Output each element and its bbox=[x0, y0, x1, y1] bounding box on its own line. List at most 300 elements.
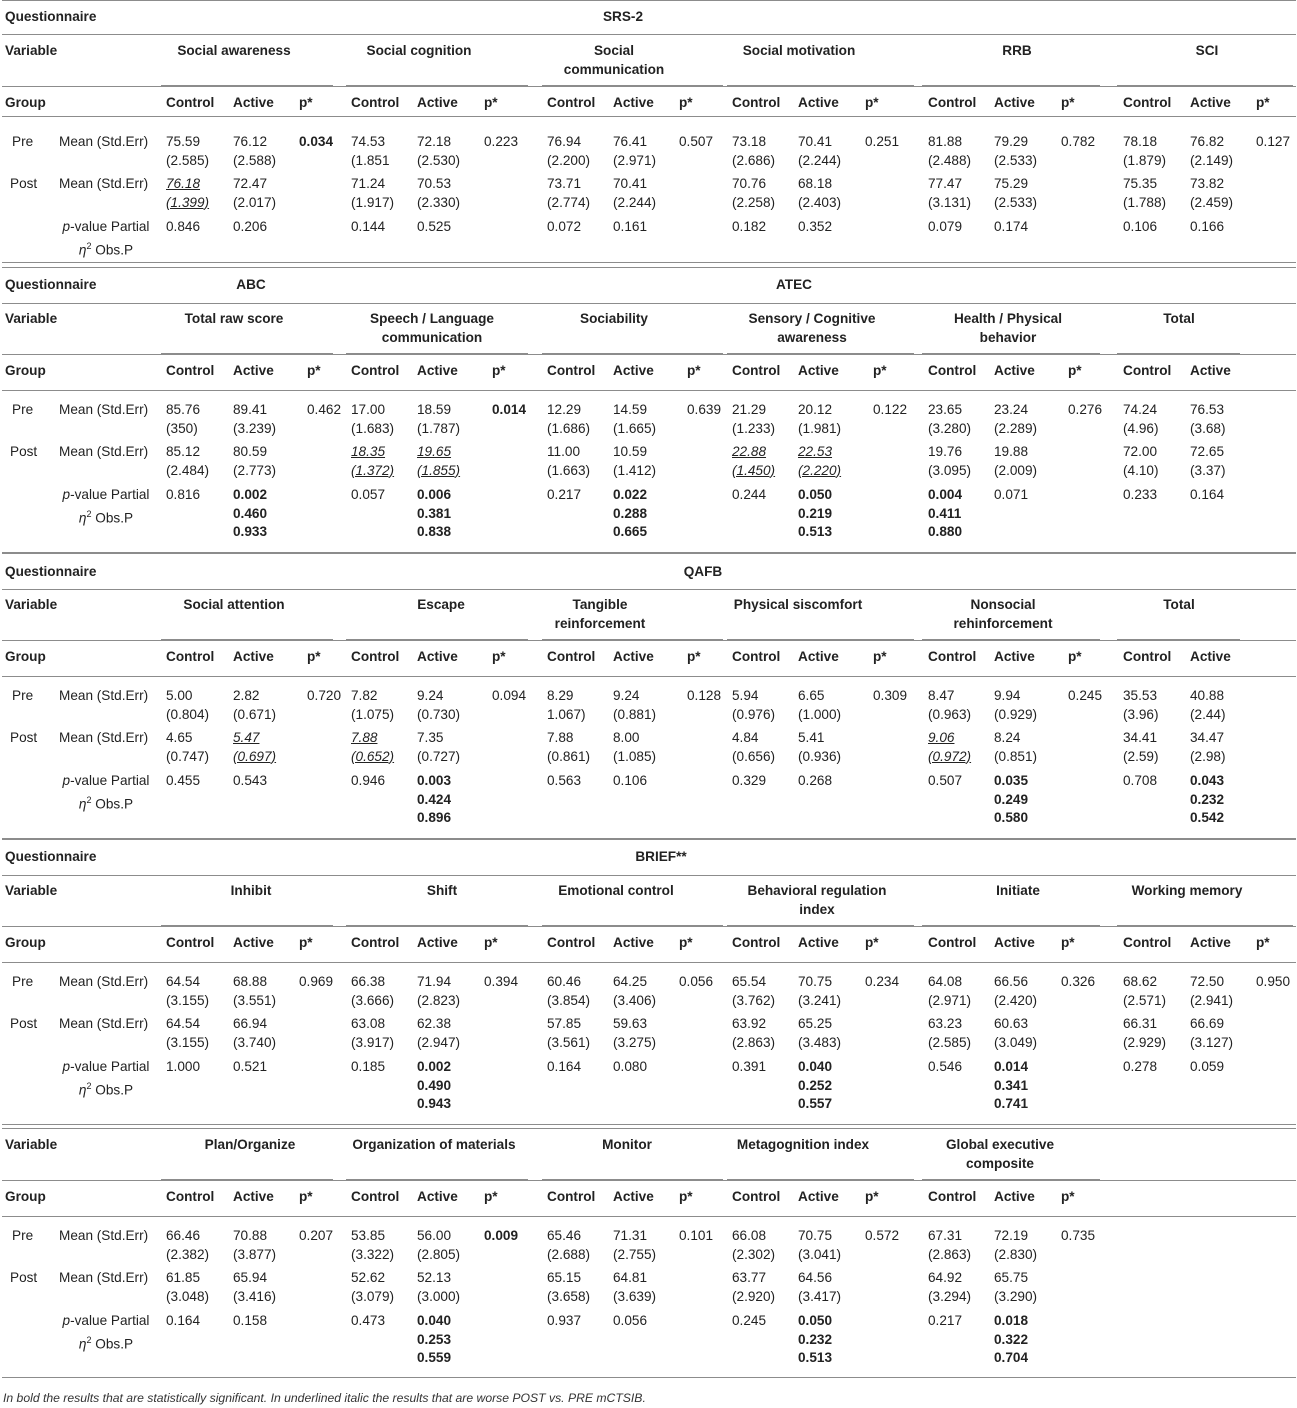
group-p: p* bbox=[679, 935, 693, 950]
row-label-mean: Mean (Std.Err) bbox=[59, 134, 149, 149]
column-title: Behavioral regulation index bbox=[747, 883, 887, 917]
group-p: p* bbox=[299, 935, 313, 950]
pre-active: 18.59 (1.787) bbox=[417, 402, 461, 436]
pvalue-active: 0.352 bbox=[798, 219, 833, 234]
table-rule bbox=[2, 354, 1296, 355]
pvalue-control: 1.000 bbox=[166, 1059, 201, 1074]
table-rule bbox=[2, 1124, 1296, 1125]
table-rule bbox=[161, 925, 333, 926]
post-control: 64.54 (3.155) bbox=[166, 1016, 210, 1050]
post-active: 60.63 (3.049) bbox=[994, 1016, 1038, 1050]
pre-control: 78.18 (1.879) bbox=[1123, 134, 1167, 168]
group-p: p* bbox=[484, 935, 498, 950]
post-active: 70.41 (2.244) bbox=[613, 176, 657, 210]
group-control: Control bbox=[166, 363, 215, 378]
post-control: 57.85 (3.561) bbox=[547, 1016, 591, 1050]
pre-control: 23.65 (3.280) bbox=[928, 402, 972, 436]
group-p: p* bbox=[1256, 935, 1270, 950]
pvalue-control: 0.144 bbox=[351, 219, 386, 234]
post-active: 34.47 (2.98) bbox=[1190, 730, 1226, 764]
pre-control: 65.46 (2.688) bbox=[547, 1228, 591, 1262]
group-control: Control bbox=[547, 363, 596, 378]
group-control: Control bbox=[732, 649, 781, 664]
row-label-pre: Pre bbox=[12, 402, 34, 417]
pre-control: 64.54 (3.155) bbox=[166, 974, 210, 1008]
table-rule bbox=[2, 116, 1296, 117]
table-rule bbox=[2, 34, 1296, 35]
column-title: Inhibit bbox=[230, 883, 272, 898]
post-control: 22.88 (1.450) bbox=[732, 444, 776, 478]
questionnaire-label: Questionnaire bbox=[5, 849, 97, 864]
pre-p: 0.309 bbox=[873, 688, 908, 703]
variable-label: Variable bbox=[5, 1137, 58, 1152]
column-title: RRB bbox=[1002, 43, 1032, 58]
group-p: p* bbox=[484, 1189, 498, 1204]
row-label-mean: Mean (Std.Err) bbox=[59, 730, 149, 745]
group-active: Active bbox=[1190, 95, 1231, 110]
group-control: Control bbox=[351, 1189, 400, 1204]
group-control: Control bbox=[928, 649, 977, 664]
group-p: p* bbox=[299, 95, 313, 110]
table-rule bbox=[2, 676, 1296, 677]
group-p: p* bbox=[865, 935, 879, 950]
table-rule bbox=[2, 1216, 1296, 1217]
group-active: Active bbox=[233, 649, 274, 664]
row-label-post: Post bbox=[10, 730, 38, 745]
table-rule bbox=[1117, 925, 1293, 926]
group-label: Group bbox=[5, 363, 46, 378]
table-rule bbox=[542, 353, 723, 354]
table-rule bbox=[161, 1179, 333, 1180]
group-active: Active bbox=[994, 363, 1035, 378]
pvalue-control: 0.507 bbox=[928, 773, 963, 788]
column-title: Physical siscomfort bbox=[733, 597, 863, 612]
pvalue-control: 0.278 bbox=[1123, 1059, 1158, 1074]
post-active: 72.47 (2.017) bbox=[233, 176, 277, 210]
table-rule bbox=[2, 390, 1296, 391]
group-label: Group bbox=[5, 1189, 46, 1204]
group-active: Active bbox=[1190, 935, 1231, 950]
footnote: In bold the results that are statistically significant. In underlined italic the results that are worse POST vs. PRE mCTSIB. bbox=[3, 1391, 646, 1405]
pre-active: 72.18 (2.530) bbox=[417, 134, 461, 168]
pre-active: 68.88 (3.551) bbox=[233, 974, 277, 1008]
group-active: Active bbox=[798, 935, 839, 950]
pre-p: 0.056 bbox=[679, 974, 714, 989]
pre-active: 20.12 (1.981) bbox=[798, 402, 842, 436]
pre-p: 0.462 bbox=[307, 402, 342, 417]
pre-control: 12.29 (1.686) bbox=[547, 402, 591, 436]
pre-control: 68.62 (2.571) bbox=[1123, 974, 1167, 1008]
pre-active: 66.56 (2.420) bbox=[994, 974, 1038, 1008]
table-rule bbox=[922, 1179, 1100, 1180]
row-label-post: Post bbox=[10, 176, 38, 191]
table-rule bbox=[2, 875, 1296, 876]
column-title: Social communication bbox=[563, 43, 665, 77]
effect-label: $\eta^2$ Obs.P bbox=[78, 508, 134, 526]
row-label-pre: Pre bbox=[12, 688, 34, 703]
post-control: 65.15 (3.658) bbox=[547, 1270, 591, 1304]
table-rule bbox=[346, 85, 528, 86]
pvalue-control: 0.106 bbox=[1123, 219, 1158, 234]
group-p: p* bbox=[687, 649, 701, 664]
group-control: Control bbox=[166, 935, 215, 950]
table-rule bbox=[727, 353, 914, 354]
pvalue-label: p-value Partial bbox=[62, 773, 150, 788]
pre-control: 21.29 (1.233) bbox=[732, 402, 776, 436]
table-rule bbox=[2, 553, 1296, 554]
pre-control: 65.54 (3.762) bbox=[732, 974, 776, 1008]
pvalue-active: 0.174 bbox=[994, 219, 1029, 234]
group-control: Control bbox=[351, 649, 400, 664]
effect-label: $\eta^2$ Obs.P bbox=[78, 240, 134, 258]
post-active: 68.18 (2.403) bbox=[798, 176, 842, 210]
pvalue-control: 0.164 bbox=[166, 1313, 201, 1328]
group-active: Active bbox=[613, 1189, 654, 1204]
post-active: 7.35 (0.727) bbox=[417, 730, 461, 764]
group-active: Active bbox=[613, 935, 654, 950]
pre-p: 0.234 bbox=[865, 974, 900, 989]
row-label-mean: Mean (Std.Err) bbox=[59, 176, 149, 191]
pvalue-active: 0.164 bbox=[1190, 487, 1225, 502]
pvalue-active: 0.022 0.288 0.665 bbox=[613, 487, 648, 539]
pre-p: 0.251 bbox=[865, 134, 900, 149]
table-rule bbox=[346, 353, 528, 354]
table-rule bbox=[346, 639, 528, 640]
pvalue-control: 0.546 bbox=[928, 1059, 963, 1074]
post-control: 61.85 (3.048) bbox=[166, 1270, 210, 1304]
column-title: Initiate bbox=[996, 883, 1040, 898]
pre-active: 56.00 (2.805) bbox=[417, 1228, 461, 1262]
group-p: p* bbox=[1061, 95, 1075, 110]
pvalue-control: 0.329 bbox=[732, 773, 767, 788]
group-p: p* bbox=[1061, 1189, 1075, 1204]
pvalue-active: 0.018 0.322 0.704 bbox=[994, 1313, 1029, 1365]
group-active: Active bbox=[417, 363, 458, 378]
group-control: Control bbox=[928, 1189, 977, 1204]
group-active: Active bbox=[1190, 363, 1231, 378]
group-p: p* bbox=[1068, 363, 1082, 378]
pre-control: 66.46 (2.382) bbox=[166, 1228, 210, 1262]
group-p: p* bbox=[687, 363, 701, 378]
table-rule bbox=[2, 1128, 1296, 1129]
column-title: Working memory bbox=[1131, 883, 1243, 898]
post-control: 75.35 (1.788) bbox=[1123, 176, 1167, 210]
pre-p: 0.572 bbox=[865, 1228, 900, 1243]
post-active: 66.69 (3.127) bbox=[1190, 1016, 1234, 1050]
group-active: Active bbox=[417, 1189, 458, 1204]
pre-p: 0.128 bbox=[687, 688, 722, 703]
pre-active: 76.12 (2.588) bbox=[233, 134, 277, 168]
column-title: Plan/Organize bbox=[204, 1137, 296, 1152]
pre-p: 0.782 bbox=[1061, 134, 1096, 149]
post-control: 52.62 (3.079) bbox=[351, 1270, 395, 1304]
group-p: p* bbox=[484, 95, 498, 110]
pre-control: 53.85 (3.322) bbox=[351, 1228, 395, 1262]
pvalue-control: 0.937 bbox=[547, 1313, 582, 1328]
pvalue-active: 0.006 0.381 0.838 bbox=[417, 487, 452, 539]
row-label-mean: Mean (Std.Err) bbox=[59, 402, 149, 417]
group-control: Control bbox=[547, 1189, 596, 1204]
group-control: Control bbox=[928, 363, 977, 378]
pre-control: 60.46 (3.854) bbox=[547, 974, 591, 1008]
group-p: p* bbox=[679, 1189, 693, 1204]
row-label-post: Post bbox=[10, 1016, 38, 1031]
group-control: Control bbox=[166, 649, 215, 664]
pre-active: 79.29 (2.533) bbox=[994, 134, 1038, 168]
group-active: Active bbox=[1190, 649, 1231, 664]
pvalue-active: 0.268 bbox=[798, 773, 833, 788]
effect-label: $\eta^2$ Obs.P bbox=[78, 794, 134, 812]
table-rule bbox=[161, 85, 333, 86]
table-rule bbox=[161, 353, 333, 354]
table-rule bbox=[542, 925, 723, 926]
group-p: p* bbox=[492, 363, 506, 378]
post-control: 4.84 (0.656) bbox=[732, 730, 776, 764]
group-active: Active bbox=[798, 95, 839, 110]
table-rule bbox=[727, 85, 914, 86]
questionnaire-title: SRS-2 bbox=[602, 9, 644, 24]
row-label-pre: Pre bbox=[12, 974, 34, 989]
column-title: SCI bbox=[1195, 43, 1219, 58]
pvalue-active: 0.002 0.460 0.933 bbox=[233, 487, 268, 539]
pre-active: 70.75 (3.041) bbox=[798, 1228, 842, 1262]
table-rule bbox=[1117, 85, 1293, 86]
post-control: 18.35 (1.372) bbox=[351, 444, 395, 478]
post-control: 7.88 (0.861) bbox=[547, 730, 591, 764]
group-p: p* bbox=[1256, 95, 1270, 110]
pvalue-active: 0.080 bbox=[613, 1059, 648, 1074]
pvalue-active: 0.050 0.219 0.513 bbox=[798, 487, 833, 539]
pvalue-active: 0.158 bbox=[233, 1313, 268, 1328]
group-label: Group bbox=[5, 649, 46, 664]
pvalue-control: 0.057 bbox=[351, 487, 386, 502]
group-control: Control bbox=[1123, 363, 1172, 378]
pre-control: 66.38 (3.666) bbox=[351, 974, 395, 1008]
questionnaire-title: ABC bbox=[236, 277, 266, 292]
row-label-pre: Pre bbox=[12, 134, 34, 149]
table-rule bbox=[542, 1179, 723, 1180]
pre-active: 70.88 (3.877) bbox=[233, 1228, 277, 1262]
post-active: 64.56 (3.417) bbox=[798, 1270, 842, 1304]
pvalue-active: 0.002 0.490 0.943 bbox=[417, 1059, 452, 1111]
table-rule bbox=[2, 1180, 1296, 1181]
group-active: Active bbox=[417, 95, 458, 110]
pre-p: 0.014 bbox=[492, 402, 527, 417]
group-control: Control bbox=[547, 649, 596, 664]
group-control: Control bbox=[166, 1189, 215, 1204]
table-rule bbox=[346, 1179, 528, 1180]
pre-control: 35.53 (3.96) bbox=[1123, 688, 1159, 722]
column-title: Nonsocial rehinforcement bbox=[953, 597, 1053, 631]
pvalue-active: 0.166 bbox=[1190, 219, 1225, 234]
pre-control: 7.82 (1.075) bbox=[351, 688, 395, 722]
pre-active: 23.24 (2.289) bbox=[994, 402, 1038, 436]
pre-control: 8.29 1.067) bbox=[547, 688, 586, 722]
pre-active: 64.25 (3.406) bbox=[613, 974, 657, 1008]
group-control: Control bbox=[1123, 95, 1172, 110]
pre-control: 5.94 (0.976) bbox=[732, 688, 776, 722]
post-active: 72.65 (3.37) bbox=[1190, 444, 1226, 478]
column-title: Emotional control bbox=[558, 883, 674, 898]
pre-control: 75.59 (2.585) bbox=[166, 134, 210, 168]
pre-control: 8.47 (0.963) bbox=[928, 688, 972, 722]
pre-p: 0.009 bbox=[484, 1228, 519, 1243]
post-control: 73.71 (2.774) bbox=[547, 176, 591, 210]
column-title: Social attention bbox=[183, 597, 285, 612]
post-active: 75.29 (2.533) bbox=[994, 176, 1038, 210]
pvalue-control: 0.473 bbox=[351, 1313, 386, 1328]
group-p: p* bbox=[873, 363, 887, 378]
pvalue-label: p-value Partial bbox=[62, 1059, 150, 1074]
group-control: Control bbox=[166, 95, 215, 110]
row-label-mean: Mean (Std.Err) bbox=[59, 688, 149, 703]
post-control: 34.41 (2.59) bbox=[1123, 730, 1159, 764]
questionnaire-title: BRIEF** bbox=[635, 849, 687, 864]
post-control: 85.12 (2.484) bbox=[166, 444, 210, 478]
post-control: 66.31 (2.929) bbox=[1123, 1016, 1167, 1050]
post-active: 62.38 (2.947) bbox=[417, 1016, 461, 1050]
group-control: Control bbox=[547, 935, 596, 950]
group-p: p* bbox=[873, 649, 887, 664]
row-label-mean: Mean (Std.Err) bbox=[59, 1270, 149, 1285]
column-title: Social awareness bbox=[177, 43, 291, 58]
pre-active: 9.94 (0.929) bbox=[994, 688, 1038, 722]
pvalue-control: 0.072 bbox=[547, 219, 582, 234]
post-active: 5.47 (0.697) bbox=[233, 730, 277, 764]
questionnaire-title: ATEC bbox=[776, 277, 812, 292]
pre-active: 9.24 (0.881) bbox=[613, 688, 657, 722]
group-control: Control bbox=[547, 95, 596, 110]
row-label-mean: Mean (Std.Err) bbox=[59, 444, 149, 459]
variable-label: Variable bbox=[5, 597, 58, 612]
pre-active: 70.41 (2.244) bbox=[798, 134, 842, 168]
group-p: p* bbox=[679, 95, 693, 110]
pre-p: 0.122 bbox=[873, 402, 908, 417]
pre-control: 64.08 (2.971) bbox=[928, 974, 972, 1008]
pvalue-control: 0.946 bbox=[351, 773, 386, 788]
pvalue-active: 0.040 0.253 0.559 bbox=[417, 1313, 452, 1365]
pre-p: 0.034 bbox=[299, 134, 334, 149]
pvalue-active: 0.521 bbox=[233, 1059, 268, 1074]
pre-p: 0.127 bbox=[1256, 134, 1291, 149]
pre-active: 9.24 (0.730) bbox=[417, 688, 461, 722]
group-active: Active bbox=[798, 649, 839, 664]
pvalue-active: 0.106 bbox=[613, 773, 648, 788]
group-p: p* bbox=[492, 649, 506, 664]
post-control: 63.23 (2.585) bbox=[928, 1016, 972, 1050]
effect-label: $\eta^2$ Obs.P bbox=[78, 1080, 134, 1098]
pre-p: 0.101 bbox=[679, 1228, 714, 1243]
pre-active: 76.82 (2.149) bbox=[1190, 134, 1234, 168]
pre-active: 72.50 (2.941) bbox=[1190, 974, 1234, 1008]
column-title: Metagognition index bbox=[736, 1137, 870, 1152]
table-rule bbox=[542, 639, 723, 640]
post-active: 22.53 (2.220) bbox=[798, 444, 842, 478]
post-control: 72.00 (4.10) bbox=[1123, 444, 1159, 478]
table-rule bbox=[922, 925, 1100, 926]
post-control: 64.92 (3.294) bbox=[928, 1270, 972, 1304]
post-active: 8.24 (0.851) bbox=[994, 730, 1038, 764]
group-p: p* bbox=[1068, 649, 1082, 664]
column-title: Monitor bbox=[602, 1137, 652, 1152]
row-label-pvalue bbox=[58, 1058, 154, 1100]
variable-label: Variable bbox=[5, 43, 58, 58]
table-rule bbox=[346, 925, 528, 926]
pre-control: 74.24 (4.96) bbox=[1123, 402, 1159, 436]
post-active: 65.94 (3.416) bbox=[233, 1270, 277, 1304]
questionnaire-title: QAFB bbox=[683, 564, 723, 579]
pvalue-label: p-value Partial bbox=[62, 219, 150, 234]
group-active: Active bbox=[233, 935, 274, 950]
row-label-pvalue bbox=[58, 772, 154, 814]
column-title: Social cognition bbox=[366, 43, 472, 58]
pre-control: 5.00 (0.804) bbox=[166, 688, 210, 722]
pvalue-control: 0.455 bbox=[166, 773, 201, 788]
pre-active: 2.82 (0.671) bbox=[233, 688, 277, 722]
post-control: 7.88 (0.652) bbox=[351, 730, 395, 764]
pre-p: 0.950 bbox=[1256, 974, 1291, 989]
post-control: 4.65 (0.747) bbox=[166, 730, 210, 764]
table-rule bbox=[161, 639, 333, 640]
pre-p: 0.394 bbox=[484, 974, 519, 989]
row-label-post: Post bbox=[10, 444, 38, 459]
group-control: Control bbox=[732, 935, 781, 950]
column-title: Total bbox=[1163, 597, 1195, 612]
pvalue-active: 0.035 0.249 0.580 bbox=[994, 773, 1029, 825]
pvalue-active: 0.543 bbox=[233, 773, 268, 788]
post-control: 19.76 (3.095) bbox=[928, 444, 972, 478]
group-label: Group bbox=[5, 95, 46, 110]
table-rule bbox=[2, 589, 1296, 590]
pvalue-active: 0.206 bbox=[233, 219, 268, 234]
group-active: Active bbox=[233, 1189, 274, 1204]
column-title: Social motivation bbox=[742, 43, 856, 58]
table-rule bbox=[542, 85, 723, 86]
group-active: Active bbox=[233, 363, 274, 378]
pvalue-control: 0.233 bbox=[1123, 487, 1158, 502]
pre-control: 74.53 (1.851 bbox=[351, 134, 390, 168]
pvalue-control: 0.244 bbox=[732, 487, 767, 502]
post-control: 76.18 (1.399) bbox=[166, 176, 210, 210]
table-rule bbox=[2, 267, 1296, 268]
questionnaire-label: Questionnaire bbox=[5, 277, 97, 292]
pre-control: 67.31 (2.863) bbox=[928, 1228, 972, 1262]
pvalue-active: 0.050 0.232 0.513 bbox=[798, 1313, 833, 1365]
table-rule bbox=[2, 0, 1296, 1]
table-rule bbox=[2, 839, 1296, 840]
pvalue-active: 0.043 0.232 0.542 bbox=[1190, 773, 1225, 825]
pre-control: 73.18 (2.686) bbox=[732, 134, 776, 168]
effect-label: $\eta^2$ Obs.P bbox=[78, 1334, 134, 1352]
group-control: Control bbox=[1123, 649, 1172, 664]
post-control: 70.76 (2.258) bbox=[732, 176, 776, 210]
post-active: 66.94 (3.740) bbox=[233, 1016, 277, 1050]
column-title: Sociability bbox=[580, 311, 648, 326]
pre-p: 0.276 bbox=[1068, 402, 1103, 417]
row-label-mean: Mean (Std.Err) bbox=[59, 1228, 149, 1243]
table-rule bbox=[727, 1179, 914, 1180]
table-rule bbox=[2, 262, 1296, 263]
group-active: Active bbox=[994, 649, 1035, 664]
row-label-mean: Mean (Std.Err) bbox=[59, 1016, 149, 1031]
pvalue-active: 0.056 bbox=[613, 1313, 648, 1328]
post-control: 77.47 (3.131) bbox=[928, 176, 972, 210]
post-active: 19.88 (2.009) bbox=[994, 444, 1038, 478]
pvalue-active: 0.014 0.341 0.741 bbox=[994, 1059, 1029, 1111]
pre-p: 0.507 bbox=[679, 134, 714, 149]
group-control: Control bbox=[928, 935, 977, 950]
pvalue-label: p-value Partial bbox=[62, 487, 150, 502]
